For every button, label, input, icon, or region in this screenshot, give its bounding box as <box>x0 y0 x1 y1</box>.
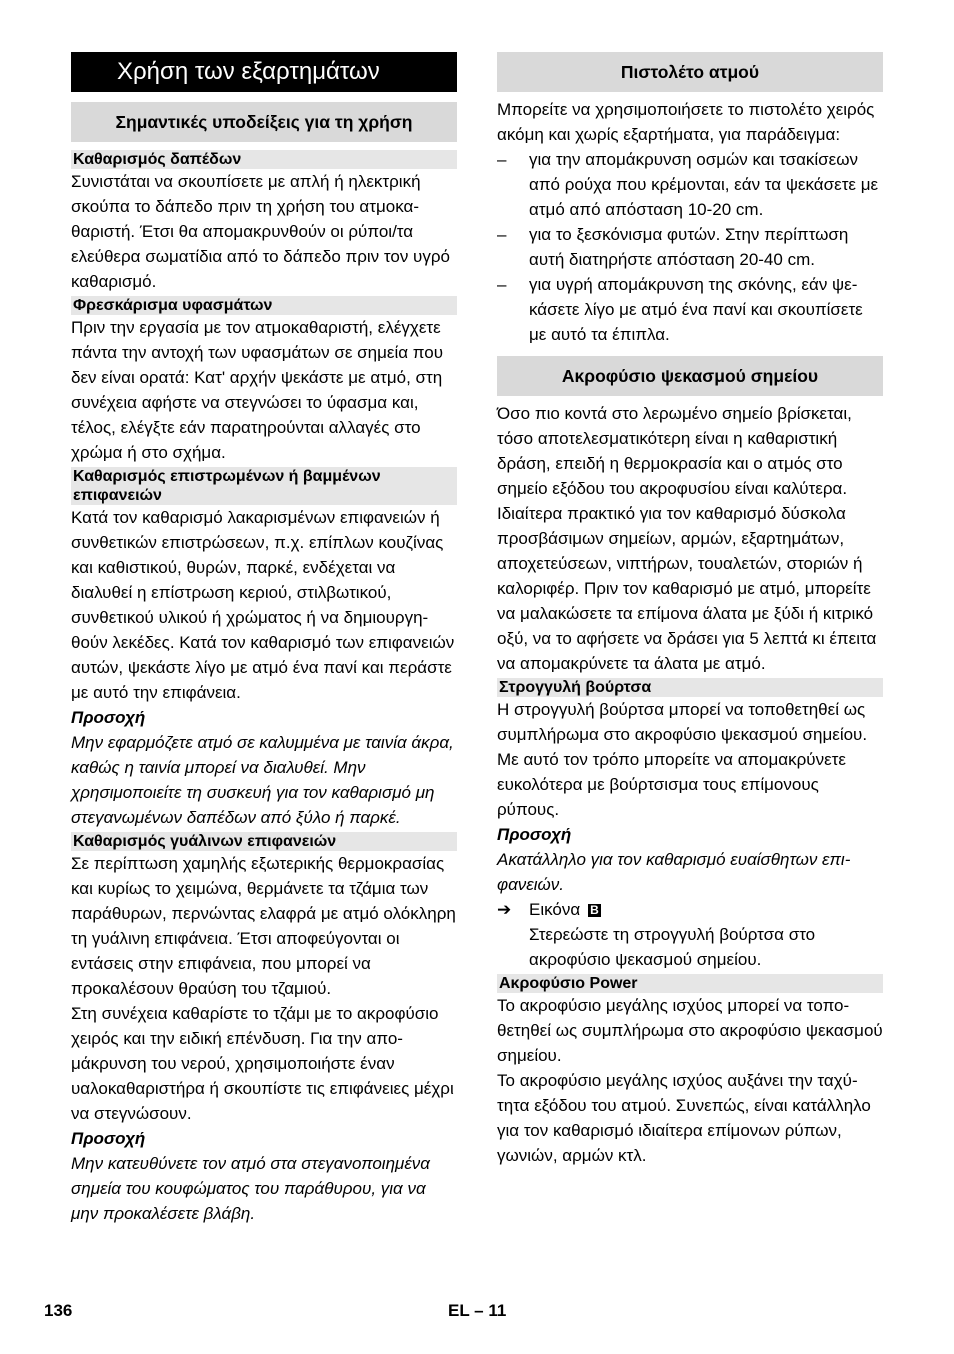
paragraph-detail-nozzle: Όσο πιο κοντά στο λερωμένο σημείο βρίσκεται, τόσο αποτελεσματικότερη είναι η καθαριστική δράση, επειδή η θερμοκρασία και ο ατμός στο σημείο εξόδου του ακροφυσίου είναι καλύτερα. Ιδιαίτερα πρακτικό για τον καθαρισμό δύσκολα προσβάσιμων σημείων, αρμών, εξαρτημάτων, αποχετεύσεων, νιπτήρων, τουαλετών, στοριών ή καλοριφέρ. Πριν τον καθαρισμό με ατμό, μπορείτε να μαλακώσετε τα επίμονα άλατα με ξύδι ή κιτρικό οξύ, να το αφήσετε να δράσει για 5 λεπτά κι έπειτα να απομακρύνετε τα άλατα με ατμό. <box>497 404 877 673</box>
subheading-power-nozzle: Ακροφύσιο Power <box>497 974 883 993</box>
paragraph-round-brush: Η στρογγυλή βούρτσα μπορεί να τοποθετηθεί ως συμπλήρωμα στο ακροφύσιο ψεκασμού σημείου. Με αυτό τον τρόπο μπορείτε να απομακρύνετε ευκολότερα με βούρτσισμα τους επίμονους ρύπους. <box>497 700 868 819</box>
paragraph-coated-surfaces: Κατά τον καθαρισμό λακαρισμένων επιφανειών ή συνθετικών επιστρώσεων, π.χ. επίπλων κουζίνας και καθιστικού, θυρών, παρκέ, ενδέχεται να διαλυθεί η επίστρωση κεριού, στιλβωτικού, συνθετικού υλικού ή χρώματος ή να δημιουργηθούν λεκέδες. Κατά τον καθαρισμό των επιφανειών αυτών, ψεκάστε λίγο με ατμό ένα πανί και περάστε με αυτό την επιφάνεια. <box>71 508 455 702</box>
list-item: – για την απομάκρυνση οσμών και τσακίσεων από ρούχα που κρέμονται, εάν τα ψεκάσετε με ατμό από απόσταση 10-20 cm. <box>497 147 883 222</box>
subheading-fabric-refresh: Φρεσκάρισμα υφασμάτων <box>71 296 457 315</box>
arrow-right-icon: ➔ <box>497 900 512 919</box>
caution-label: Προσοχή <box>71 1129 146 1148</box>
paragraph-power-nozzle: Το ακροφύσιο μεγάλης ισχύος μπορεί να τοποθετηθεί ως συμπλήρωμα στο ακροφύσιο ψεκασμού σημείου. <box>497 996 883 1065</box>
list-item: – για το ξεσκόνισμα φυτών. Στην περίπτωση αυτή διατηρήστε απόσταση 20-40 cm. <box>497 222 883 272</box>
steam-gun-list <box>497 147 883 347</box>
paragraph-glass-surfaces-2: Στη συνέχεια καθαρίστε το τζάμι με το ακροφύσιο χειρός και την ειδική επένδυση. Για την απομάκρυνση του νερού, χρησιμοποιήστε έναν υαλοκαθαριστήρα ή σκουπίστε τις επιφάνειες μέχρι να στεγνώσουν. <box>71 1004 454 1123</box>
step-text: Στερεώστε τη στρογγυλή βούρτσα στο ακροφύσιο ψεκασμού σημείου. <box>529 925 816 969</box>
paragraph-steam-gun-intro: Μπορείτε να χρησιμοποιήσετε το πιστολέτο χειρός ακόμη και χωρίς εξαρτήματα, για παράδειγμα: <box>497 100 875 144</box>
section-heading-usage-notes: Σημαντικές υποδείξεις για τη χρήση <box>71 102 457 142</box>
right-column <box>497 52 883 1168</box>
page-number: 136 <box>44 1301 73 1320</box>
paragraph-glass-surfaces: Σε περίπτωση χαμηλής εξωτερικής θερμοκρασίας και κυρίως το χειμώνα, θερμάνετε τα τζάμια των παράθυρων, περνώντας ελαφρά με ατμό ολόκληρη τη γυάλινη επιφάνεια. Έτσι αποφεύγονται οι εντάσεις στην επιφάνεια, που μπορεί να προκαλέσουν θραύση του τζαμιού. <box>71 854 456 998</box>
caution-text: Ακατάλληλο για τον καθαρισμό ευαίσθητων επιφανειών. <box>497 850 851 894</box>
list-item: – για υγρή απομάκρυνση της σκόνης, εάν ψεκάσετε λίγο με ατμό ένα πανί και σκουπίσετε με αυτό τα έπιπλα. <box>497 272 883 347</box>
caution-text: Μην κατευθύνετε τον ατμό στα στεγανοποιημένα σημεία του κουφώματος του παράθυρου, για να μην προκαλέσετε βλάβη. <box>71 1154 430 1223</box>
subheading-glass-surfaces: Καθαρισμός γυάλινων επιφανειών <box>71 832 457 851</box>
paragraph-floor-cleaning: Συνιστάται να σκουπίσετε με απλή ή ηλεκτρική σκούπα το δάπεδο πριν τη χρήση του ατμοκαθαριστή. Έτσι θα απομακρυνθούν οι ρύποι/τα ελεύθερα σωματίδια από το δάπεδο πριν τον υγρό καθαρισμό. <box>71 172 450 291</box>
paragraph-fabric-refresh: Πριν την εργασία με τον ατμοκαθαριστή, ελέγχετε πάντα την αντοχή των υφασμάτων σε σημεία που δεν είναι ορατά: Κατ' αρχήν ψεκάστε με ατμό, στη συνέχεια αφήστε να στεγνώσει το ύφασμα και, τέλος, ελέγξτε εάν παρατηρούνται αλλαγές στο χρώμα ή στο σχήμα. <box>71 318 444 462</box>
caution-text: Μην εφαρμόζετε ατμό σε καλυμμένα με ταινία άκρα, καθώς η ταινία μπορεί να διαλυθεί. Μην χρησιμοποιείτε τη συσκευή για τον καθαρισμό μη στεγανωμένων δαπέδων από ξύλο ή παρκέ. <box>71 733 454 827</box>
subheading-round-brush: Στρογγυλή βούρτσα <box>497 678 883 697</box>
subheading-floor-cleaning: Καθαρισμός δαπέδων <box>71 150 457 169</box>
subheading-coated-surfaces: Καθαρισμός επιστρωμένων ή βαμμένων επιφανειών <box>71 467 457 505</box>
paragraph-power-nozzle-2: Το ακροφύσιο μεγάλης ισχύος αυξάνει την ταχύτητα εξόδου του ατμού. Συνεπώς, είναι κατάλληλο για τον καθαρισμό ιδιαίτερα επίμονων ρύπων, γωνιών, αρμών κτλ. <box>497 1071 871 1165</box>
figure-letter-badge: B <box>588 904 601 917</box>
figure-step <box>497 897 883 972</box>
figure-label: Εικόνα <box>529 900 581 919</box>
page-title: Χρήση των εξαρτημάτων <box>71 52 457 92</box>
left-column <box>71 52 457 1226</box>
section-heading-detail-nozzle: Ακροφύσιο ψεκασμού σημείου <box>497 356 883 396</box>
caution-label: Προσοχή <box>497 825 572 844</box>
page-code: EL – 11 <box>448 1301 507 1320</box>
caution-label: Προσοχή <box>71 708 146 727</box>
section-heading-steam-gun: Πιστολέτο ατμού <box>497 52 883 92</box>
